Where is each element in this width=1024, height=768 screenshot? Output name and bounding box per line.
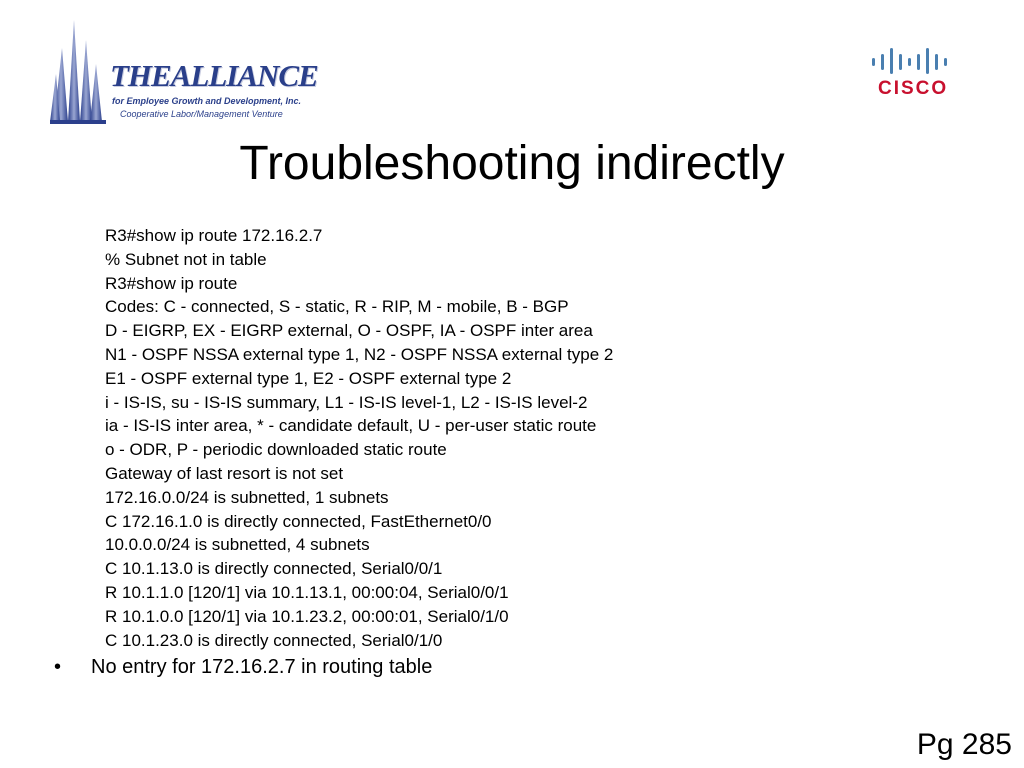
code-line: 172.16.0.0/24 is subnetted, 1 subnets <box>105 487 389 507</box>
code-line: R 10.1.1.0 [120/1] via 10.1.13.1, 00:00:04, Serial0/0/1 <box>105 582 509 602</box>
code-line: ia - IS-IS inter area, * - candidate default, U - per-user static route <box>105 416 597 436</box>
cisco-logo <box>868 46 958 102</box>
code-line: 10.0.0.0/24 is subnetted, 4 subnets <box>105 535 370 555</box>
bullet-icon: • <box>54 656 62 678</box>
code-line: E1 - OSPF external type 1, E2 - OSPF external type 2 <box>105 368 512 388</box>
code-line: D - EIGRP, EX - EIGRP external, O - OSPF, IA - OSPF inter area <box>105 321 593 341</box>
code-line: C 10.1.13.0 is directly connected, Serial0/0/1 <box>105 559 443 579</box>
code-line: C 10.1.23.0 is directly connected, Serial0/1/0 <box>105 630 443 650</box>
alliance-brand-text: THEALLIANCE <box>110 58 318 93</box>
code-line: R3#show ip route 172.16.2.7 <box>105 226 323 245</box>
code-line: R 10.1.0.0 [120/1] via 10.1.23.2, 00:00:01, Serial0/1/0 <box>105 606 509 626</box>
alliance-subtagline: Cooperative Labor/Management Venture <box>120 109 283 119</box>
code-line: R3#show ip route <box>105 273 238 293</box>
bullet-text: No entry for 172.16.2.7 in routing table <box>91 656 433 678</box>
code-line: Gateway of last resort is not set <box>105 463 344 483</box>
code-line: N1 - OSPF NSSA external type 1, N2 - OSPF NSSA external type 2 <box>105 344 614 364</box>
code-line: C 172.16.1.0 is directly connected, FastEthernet0/0 <box>105 511 492 531</box>
code-line: o - ODR, P - periodic downloaded static route <box>105 440 447 460</box>
cisco-wordmark: CISCO <box>878 78 949 99</box>
alliance-tagline: for Employee Growth and Development, Inc. <box>112 96 302 106</box>
route-output <box>105 224 613 652</box>
slide-title: Troubleshooting indirectly <box>239 137 785 190</box>
page-number: Pg 285 <box>916 728 1012 761</box>
cisco-bars-icon <box>868 46 958 76</box>
code-line: i - IS-IS, su - IS-IS summary, L1 - IS-IS level-1, L2 - IS-IS level-2 <box>105 392 588 412</box>
code-line: Codes: C - connected, S - static, R - RIP, M - mobile, B - BGP <box>105 297 569 317</box>
code-line: % Subnet not in table <box>105 249 267 269</box>
bullet-item <box>54 655 432 679</box>
alliance-logo <box>50 18 318 126</box>
